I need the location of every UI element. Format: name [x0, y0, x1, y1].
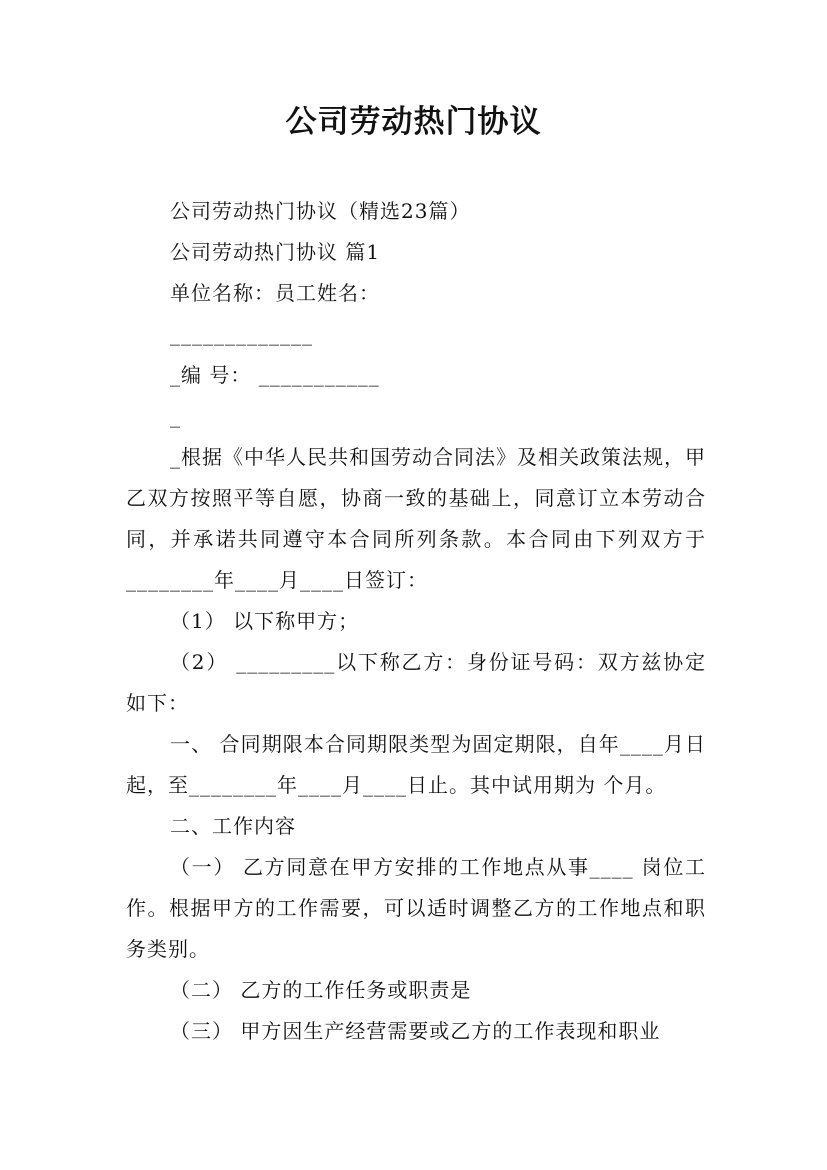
blank-line: _____________	[170, 322, 313, 346]
document-title: 公司劳动热门协议	[285, 104, 542, 140]
number-label: _编 号： ___________	[170, 363, 380, 387]
document-body	[126, 191, 706, 1052]
paragraph-contract-term: 一、 合同期限本合同期限类型为固定期限，自年____月日起，至________年____月____日止。其中试用期为 个月。	[126, 732, 706, 797]
section-heading: 公司劳动热门协议 篇1	[170, 240, 381, 264]
paragraph-work-content-heading: 二、工作内容	[170, 814, 296, 838]
subtitle-line: 公司劳动热门协议（精选23篇）	[170, 199, 471, 223]
blank-marker: _	[170, 404, 181, 428]
paragraph-duties: （二） 乙方的工作任务或职责是	[170, 978, 472, 1002]
paragraph-intro: _根据《中华人民共和国劳动合同法》及相关政策法规，甲乙双方按照平等自愿，协商一致的基础上，同意订立本劳动合同，并承诺共同遵守本合同所列条款。本合同由下列双方于________年____月____日签订：	[126, 445, 706, 592]
paragraph-adjustment: （三） 甲方因生产经营需要或乙方的工作表现和职业	[170, 1019, 661, 1043]
paragraph-work-location: （一） 乙方同意在甲方安排的工作地点从事____ 岗位工作。根据甲方的工作需要，可以适时调整乙方的工作地点和职务类别。	[126, 855, 706, 961]
unit-name-label: 单位名称：员工姓名：	[170, 281, 380, 305]
paragraph-party-a: （1） 以下称甲方；	[170, 609, 360, 633]
paragraph-party-b: （2） _________以下称乙方：身份证号码：双方兹协定如下：	[126, 650, 706, 715]
